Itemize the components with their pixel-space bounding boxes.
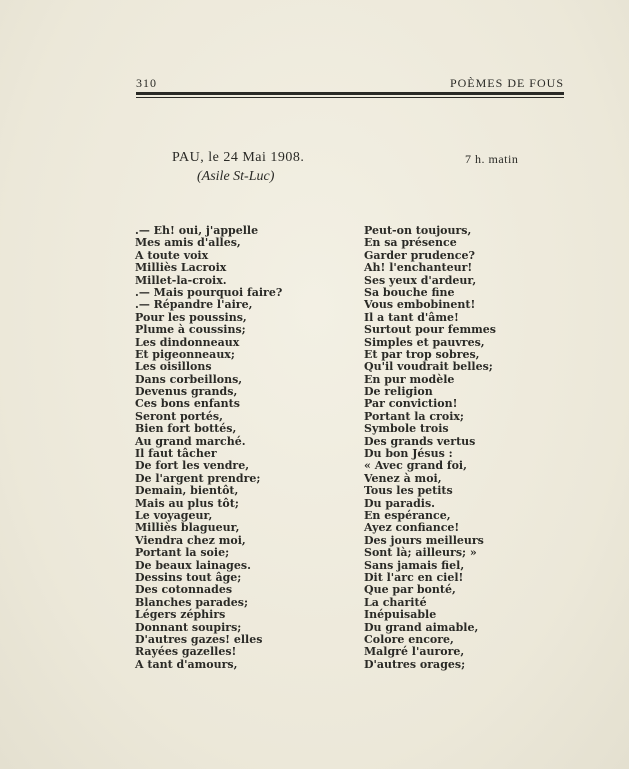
verse-line: Du bon Jésus :	[364, 447, 453, 461]
verse-line: Qu'il voudrait belles;	[364, 360, 493, 374]
verse-line: Et par trop sobres,	[364, 347, 480, 361]
verse-line: Légers zéphirs	[135, 608, 226, 622]
verse-line: Millet-la-croix.	[135, 273, 227, 287]
verse-line: Blanches parades;	[135, 595, 249, 609]
page-number: 310	[136, 76, 157, 90]
verse-line: La charité	[364, 595, 427, 609]
verse-line: Sans jamais fiel,	[364, 558, 465, 572]
verse-line: Sont là; ailleurs; »	[364, 546, 477, 560]
header-rule-thick	[136, 92, 564, 95]
poem-column-left	[135, 225, 345, 671]
verse-line: « Avec grand foi,	[364, 459, 467, 473]
time-of-day: 7 h. matin	[465, 152, 519, 166]
verse-line: Tous les petits	[364, 484, 453, 498]
verse-line: Surtout pour femmes	[364, 323, 496, 337]
header-rule-thin	[136, 97, 564, 98]
verse-line: Il faut tâcher	[135, 447, 217, 461]
verse-line: Bien fort bottés,	[135, 422, 237, 436]
verse-line: Viendra chez moi,	[135, 533, 246, 547]
verse-line: Garder prudence?	[364, 248, 475, 262]
verse-line: Ayez confiance!	[364, 521, 460, 535]
verse-line: Devenus grands,	[135, 385, 238, 399]
verse-line: Milliès Lacroix	[135, 261, 227, 275]
verse-line: Du grand aimable,	[364, 620, 479, 634]
verse-line: Ces bons enfants	[135, 397, 240, 411]
verse-line: Symbole trois	[364, 422, 449, 436]
verse-line: Que par bonté,	[364, 583, 456, 597]
verse-line: En sa présence	[364, 236, 457, 250]
place-subtitle: (Asile St-Luc)	[197, 169, 275, 184]
verse-line: A toute voix	[135, 248, 209, 262]
verse-line: Dit l'arc en ciel!	[364, 570, 464, 584]
verse-line: Inépuisable	[364, 608, 437, 622]
verse-line: .— Eh! oui, j'appelle	[135, 224, 259, 237]
verse-line: De l'argent prendre;	[135, 471, 261, 485]
verse-line: Dans corbeillons,	[135, 372, 243, 386]
verse-line: Colore encore,	[364, 632, 454, 646]
verse-line: Donnant soupirs;	[135, 620, 242, 634]
verse-line: Mes amis d'alles,	[135, 236, 241, 250]
verse-line: D'autres gazes! elles	[135, 632, 263, 646]
verse-line: Demain, bientôt,	[135, 484, 239, 498]
verse-line: Venez à moi,	[364, 471, 442, 485]
verse-line: Mais au plus tôt;	[135, 496, 239, 510]
verse-line: Simples et pauvres,	[364, 335, 485, 349]
verse-line: Portant la soie;	[135, 546, 230, 560]
verse-line: Les dindonneaux	[135, 335, 240, 349]
verse-line: Les oisillons	[135, 360, 212, 374]
verse-line: Milliès blagueur,	[135, 521, 240, 535]
verse-line: A tant d'amours,	[135, 657, 238, 671]
verse-line: Des cotonnades	[135, 583, 233, 597]
verse-line: Par conviction!	[364, 397, 458, 411]
dateline: PAU, le 24 Mai 1908.	[172, 150, 305, 165]
verse-line: De religion	[364, 385, 433, 399]
verse-line: Portant la croix;	[364, 409, 464, 423]
verse-line: Rayées gazelles!	[135, 645, 237, 659]
verse-line: Malgré l'aurore,	[364, 645, 465, 659]
verse-line: .— Répandre l'aire,	[135, 298, 253, 312]
verse-line: Et pigeonneaux;	[135, 347, 235, 361]
verse-line: Il a tant d'âme!	[364, 310, 459, 324]
verse-line: Peut-on toujours,	[364, 224, 472, 237]
verse-line: Des jours meilleurs	[364, 533, 484, 547]
verse-line: De beaux lainages.	[135, 558, 251, 572]
verse-line: Le voyageur,	[135, 508, 213, 522]
verse-line: D'autres orages;	[364, 657, 466, 671]
verse-line: Seront portés,	[135, 409, 223, 423]
verse-line: Plume à coussins;	[135, 323, 246, 337]
verse-line: Du paradis.	[364, 496, 436, 510]
running-title: POÈMES DE FOUS	[449, 76, 564, 90]
poem-column-right	[364, 225, 574, 671]
verse-line: Sa bouche fine	[364, 285, 455, 299]
verse-line: Vous embobinent!	[364, 298, 476, 312]
verse-line: En espérance,	[364, 508, 451, 522]
verse-line: Pour les poussins,	[135, 310, 247, 324]
verse-line: .— Mais pourquoi faire?	[135, 285, 283, 299]
verse-line: Au grand marché.	[135, 434, 246, 448]
verse-line: De fort les vendre,	[135, 459, 250, 473]
verse-line: Des grands vertus	[364, 434, 476, 448]
verse-line: Ses yeux d'ardeur,	[364, 273, 477, 287]
verse-line: Ah! l'enchanteur!	[364, 261, 473, 275]
verse-line: Dessins tout âge;	[135, 570, 242, 584]
verse-line: En pur modèle	[364, 372, 455, 386]
